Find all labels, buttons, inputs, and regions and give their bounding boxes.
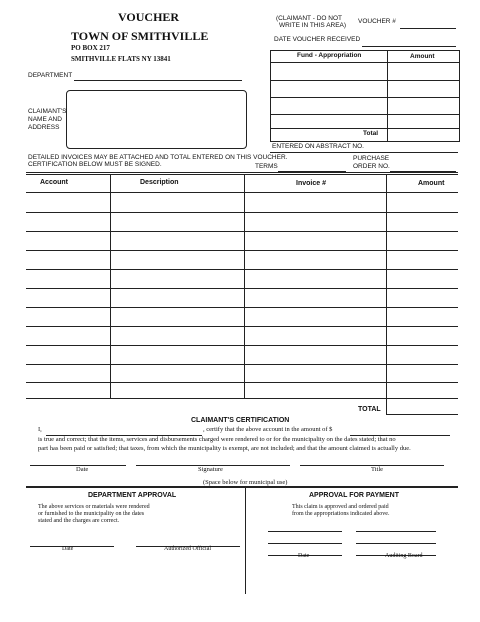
cert-signature-field[interactable] <box>136 455 290 466</box>
abstract-no-label: ENTERED ON ABSTRACT NO. <box>272 143 364 150</box>
cert-certify-text: , certify that the above account in the amount of $ <box>203 426 333 433</box>
pay-line-1a[interactable] <box>268 521 342 532</box>
certification-notice: CERTIFICATION BELOW MUST BE SIGNED. <box>28 161 162 168</box>
date-received-label: DATE VOUCHER RECEIVED <box>274 36 361 43</box>
claimant-label-2: NAME AND <box>28 116 62 123</box>
order-no-label: ORDER NO. <box>353 163 390 170</box>
no-write-note-1: (CLAIMANT - DO NOT <box>276 15 342 22</box>
department-label: DEPARTMENT <box>28 72 73 79</box>
certification-title: CLAIMANT'S CERTIFICATION <box>191 417 290 424</box>
pay-line-2b[interactable] <box>356 533 436 544</box>
cert-title-label: Title <box>371 466 384 473</box>
cert-amount-field[interactable] <box>350 425 450 436</box>
pay-date-label: Date <box>298 553 310 559</box>
department-field[interactable] <box>74 70 242 81</box>
voucher-title: VOUCHER <box>118 10 180 24</box>
terms-label: TERMS <box>255 163 278 170</box>
dept-approval-line-2: or furnished to the municipality on the dates <box>38 511 145 517</box>
fund-appropriation-header: Fund - Appropriation <box>297 52 362 59</box>
po-box: PO BOX 217 <box>71 44 110 52</box>
order-no-field[interactable] <box>390 161 456 172</box>
appropriation-grid <box>270 50 460 142</box>
cert-title-field[interactable] <box>300 455 444 466</box>
pay-approval-line-1: This claim is approved and ordered paid <box>292 504 389 510</box>
claimant-label-1: CLAIMANT'S <box>28 108 67 115</box>
dept-approval-line-3: stated and the charges are correct. <box>38 518 120 524</box>
municipal-use-note: (Space below for municipal use) <box>203 479 288 486</box>
city-address: SMITHVILLE FLATS NY 13841 <box>71 55 171 63</box>
grand-total-label: TOTAL <box>358 406 381 413</box>
account-column-header: Account <box>40 179 68 186</box>
purchase-label: PURCHASE <box>353 155 390 162</box>
dept-official-label: Authorized Official <box>164 546 212 552</box>
claimant-address-box[interactable] <box>66 90 247 149</box>
cert-i: I, <box>38 426 42 433</box>
voucher-number-field[interactable] <box>400 18 456 29</box>
cert-date-field[interactable] <box>30 455 126 466</box>
amount-header: Amount <box>410 53 435 60</box>
auditing-board-label: Auditing Board <box>385 553 423 559</box>
department-approval-title: DEPARTMENT APPROVAL <box>88 492 177 499</box>
cert-line-2: is true and correct; that the items, services and disbursements charged were rendered to or for the municipality on the dates stated; that no <box>38 436 396 443</box>
cert-signature-label: Signature <box>198 466 223 473</box>
invoice-notice: DETAILED INVOICES MAY BE ATTACHED AND TOTAL ENTERED ON THIS VOUCHER. <box>28 154 288 161</box>
pay-line-1b[interactable] <box>356 521 436 532</box>
pay-line-2a[interactable] <box>268 533 342 544</box>
cert-line-3: part has been paid or satisfied; that taxes, from which the municipality is exempt, are not included; and that the amount claimed is actually due. <box>38 445 411 452</box>
dept-date-label: Date <box>62 546 74 552</box>
terms-field[interactable] <box>278 161 346 172</box>
pay-approval-line-2: from the appropriations indicated above. <box>292 511 390 517</box>
description-column-header: Description <box>140 179 179 186</box>
line-items-table[interactable] <box>26 174 458 398</box>
amount-column-header: Amount <box>418 180 445 187</box>
cert-date-label: Date <box>76 466 89 473</box>
dept-approval-line-1: The above services or materials were rendered <box>38 504 150 510</box>
invoice-column-header: Invoice # <box>296 180 326 187</box>
claimant-label-3: ADDRESS <box>28 124 60 131</box>
no-write-note-2: WRITE IN THIS AREA) <box>279 22 347 29</box>
voucher-number-label: VOUCHER # <box>358 18 396 25</box>
town-name: TOWN OF SMITHVILLE <box>71 29 209 43</box>
payment-approval-title: APPROVAL FOR PAYMENT <box>309 492 399 499</box>
claimant-name-field[interactable] <box>46 425 202 436</box>
appropriation-total-label: Total <box>363 130 379 137</box>
date-received-field[interactable] <box>362 36 456 47</box>
